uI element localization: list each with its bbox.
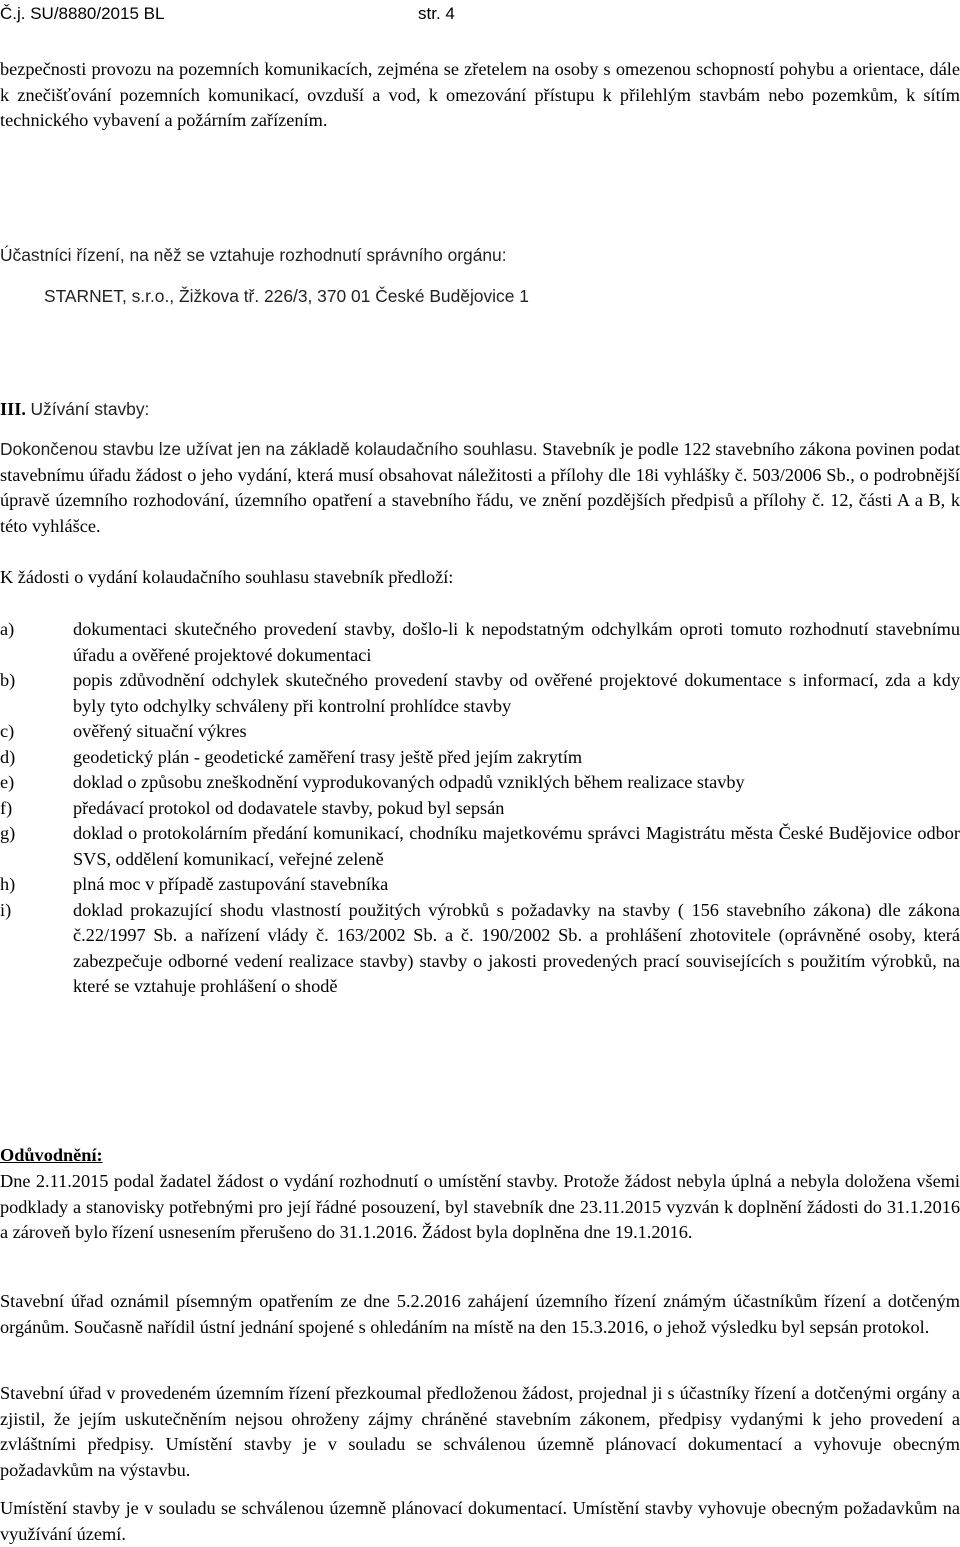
participant-entity: STARNET, s.r.o., Žižkova tř. 226/3, 370 01 České Budějovice 1 xyxy=(44,286,529,306)
intro-text: bezpečnosti provozu na pozemních komunikacích, zejména se zřetelem na osoby s omezenou schopností pohybu a orientace, dále k znečišťování pozemních komunikací, ovzduší a vod, k omezování přístupu k přilehlým stavbám nebo pozemkům, k sítím technického vybavení a požárním zařízením. xyxy=(0,59,960,130)
attachments-list xyxy=(0,617,960,1000)
section-3-title: Užívání stavby: xyxy=(30,399,150,419)
participants-label: Účastníci řízení, na něž se vztahuje rozhodnutí správního orgánu: xyxy=(0,245,507,265)
section-3-heading xyxy=(0,397,960,423)
list-item: d) geodetický plán - geodetické zaměření trasy ještě před jejím zakrytím xyxy=(0,746,583,767)
justification-paragraph-2: Stavební úřad oznámil písemným opatřením ze dne 5.2.2016 zahájení územního řízení známým účastníkům řízení a dotčeným orgánům. Současně nařídil ústní jednání spojené s ohledáním na místě na den 15.3.2016, o jehož výsledku byl sepsán protokol. xyxy=(0,1291,960,1337)
attachments-intro: K žádosti o vydání kolaudačního souhlasu stavebník předloží: xyxy=(0,567,454,587)
list-item: g) doklad o protokolárním předání komunikací, chodníku majetkovému správci Magistrátu města České Budějovice odbor SVS, oddělení komunikací, veřejné zeleně xyxy=(0,823,960,869)
justification-paragraph-3: Stavební úřad v provedeném územním řízení přezkoumal předloženou žádost, projednal ji s účastníky řízení a dotčenými orgány a zjistil, že jejím uskutečněním nejsou ohroženy zájmy chráněné stavebním zákonem, předpisy vydanými k jeho provedení a zvláštními předpisy. Umístění stavby je v souladu se schválenou územně plánovací dokumentací a vyhovuje obecným požadavkům na výstavbu. xyxy=(0,1383,960,1480)
justification-paragraph-1: Dne 2.11.2015 podal žadatel žádost o vydání rozhodnutí o umístění stavby. Protože žádost nebyla úplná a nebyla doložena všemi podklady a stanovisky potřebnými pro její řádné posouzení, byl stavebník dne 23.11.2015 vyzván k doplnění žádosti do 31.1.2016 a zároveň bylo řízení usnesením přerušeno do 31.1.2016. Žádost byla doplněna dne 19.1.2016. xyxy=(0,1171,960,1242)
section-3-paragraph xyxy=(0,437,960,539)
justification-heading xyxy=(0,1143,960,1169)
justification-title: Odůvodnění: xyxy=(0,1145,103,1165)
section-3-number: III. xyxy=(0,399,26,419)
section-3-body: Stavebník je podle 122 stavebního zákona povinen podat stavebnímu úřadu žádost o jeho vydání, která musí obsahovat náležitosti a přílohy dle 18i vyhlášky č. 503/2006 Sb., o podrobnější úpravě územního rozhodování, územního opatření a stavebního řádu, ve znění pozdějších předpisů a přílohy č. 12, části A a B, k této vyhlášce. xyxy=(0,439,960,536)
list-item: b) popis zdůvodnění odchylek skutečného provedení stavby od ověřené projektové dokumentace s informací, zda a kdy byly tyto odchylky schváleny při kontrolní prohlídce stavby xyxy=(0,670,960,716)
list-item: c) ověřený situační výkres xyxy=(0,721,247,741)
list-item: f) předávací protokol od dodavatele stavby, pokud byl sepsán xyxy=(0,797,505,818)
justification-paragraph-4: Umístění stavby je v souladu se schválenou územně plánovací dokumentací. Umístění stavby vyhovuje obecným požadavkům na využívání území. xyxy=(0,1498,960,1544)
page-number: str. 4 xyxy=(418,4,455,23)
intro-paragraph xyxy=(0,57,960,134)
list-item: e) doklad o způsobu zneškodnění vyprodukovaných odpadů vzniklých během realizace stavby xyxy=(0,772,745,792)
document-reference: Č.j. SU/8880/2015 BL xyxy=(0,4,165,23)
list-item: i) doklad prokazující shodu vlastností použitých výrobků s požadavky na stavby ( 156 stavebního zákona) dle zákona č.22/1997 Sb. a nařízení vlády č. 163/2002 Sb. a č. 190/2002 Sb. a prohlášení zhotovitele (oprávněné osoby, která zabezpečuje odborné vedení realizace stavby) stavby o jakosti provedených prací souvisejících s použitím výrobků, na které se vztahuje prohlášení o shodě xyxy=(0,899,960,996)
list-item: h) plná moc v případě zastupování stavebníka xyxy=(0,874,389,894)
list-item: a) dokumentaci skutečného provedení stavby, došlo-li k nepodstatným odchylkám oproti tomuto rozhodnutí stavebnímu úřadu a ověřené projektové dokumentaci xyxy=(0,619,960,665)
section-3-lead: Dokončenou stavbu lze užívat jen na základě kolaudačního souhlasu. xyxy=(0,439,538,459)
